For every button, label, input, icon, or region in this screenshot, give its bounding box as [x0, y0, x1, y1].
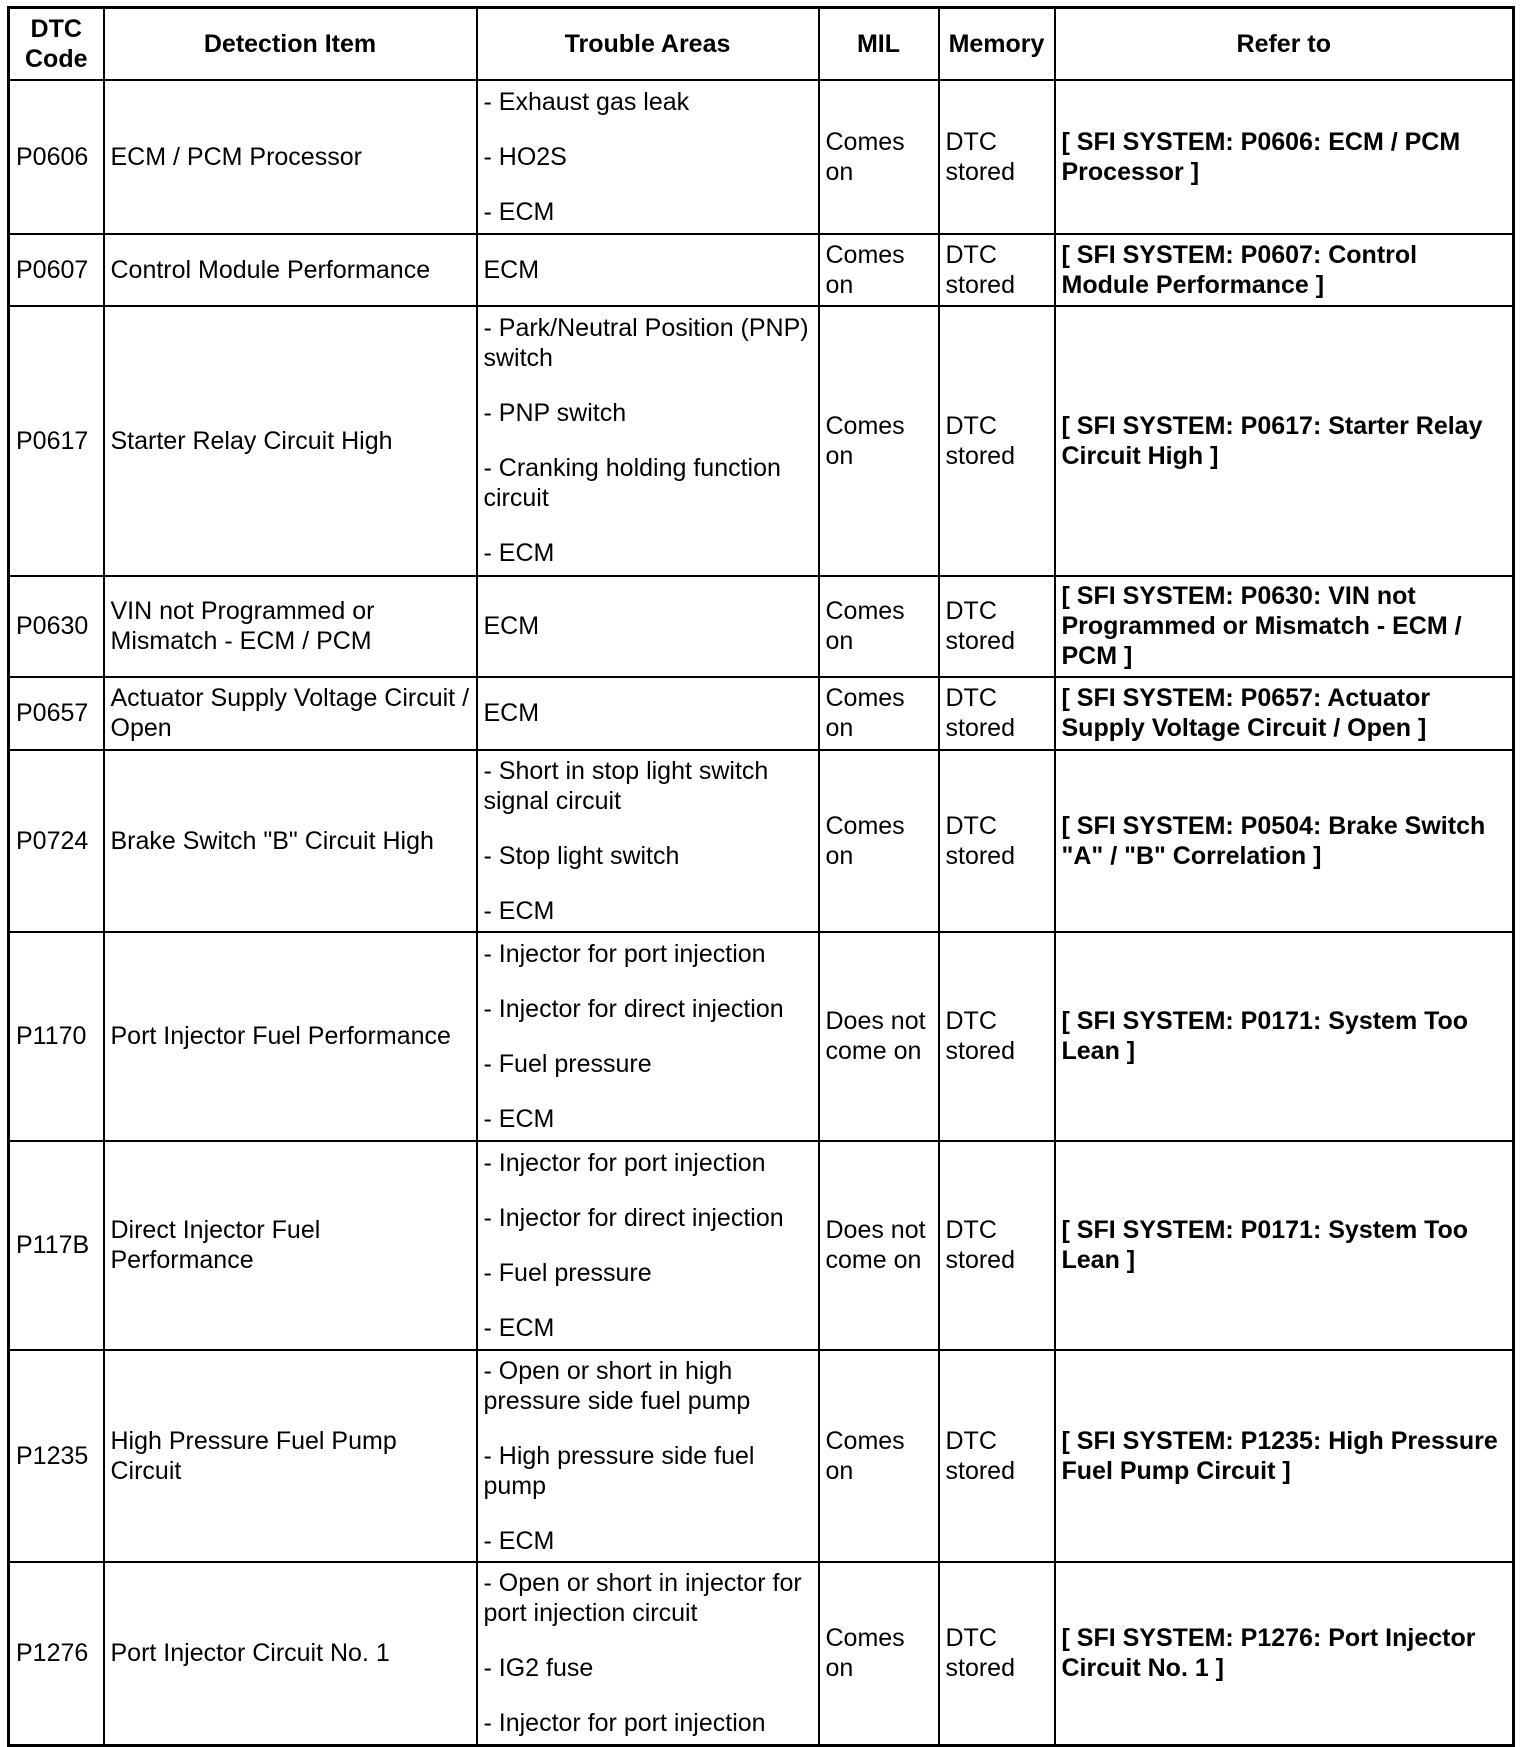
trouble-area-item: - Open or short in high pressure side fuel pump: [483, 1356, 751, 1415]
trouble-area-item: - Park/Neutral Position (PNP) switch: [483, 314, 809, 372]
dtc-table: [7, 6, 1515, 1747]
table-row: [9, 1141, 1514, 1350]
table-row: [9, 234, 1514, 306]
mil-cell: Comes on: [819, 234, 939, 306]
mil-cell: Comes on: [819, 1562, 939, 1746]
memory-cell: DTC stored: [939, 1141, 1055, 1350]
mil-cell: Does not come on: [819, 1141, 939, 1350]
mil-cell: Does not come on: [819, 932, 939, 1141]
table-body: [9, 80, 1514, 1746]
detection-item-cell: Direct Injector Fuel Performance: [104, 1141, 477, 1350]
refer-to-cell: [ SFI SYSTEM: P0504: Brake Switch "A" / "B" Correlation ]: [1055, 750, 1514, 932]
trouble-area-item: - High pressure side fuel pump: [483, 1441, 755, 1500]
trouble-areas-cell: [477, 576, 819, 677]
header-memory: Memory: [939, 8, 1055, 80]
trouble-area-item: - Injector for port injection: [483, 939, 766, 968]
header-detection-item: Detection Item: [104, 8, 477, 80]
trouble-area-item: - HO2S: [483, 142, 567, 171]
refer-to-cell: [ SFI SYSTEM: P0607: Control Module Performance ]: [1055, 234, 1514, 306]
trouble-areas-cell: [477, 1562, 819, 1746]
trouble-area-item: - ECM: [483, 1526, 555, 1555]
trouble-area-item: - Injector for port injection: [483, 1148, 766, 1177]
trouble-areas-cell: [477, 234, 819, 306]
detection-item-cell: VIN not Programmed or Mismatch - ECM / PCM: [104, 576, 477, 677]
memory-cell: DTC stored: [939, 80, 1055, 234]
trouble-area-item: - Short in stop light switch signal circuit: [483, 756, 769, 815]
trouble-areas-cell: [477, 750, 819, 932]
detection-item-cell: Port Injector Circuit No. 1: [104, 1562, 477, 1746]
header-row: [9, 8, 1514, 80]
table-row: [9, 576, 1514, 677]
memory-cell: DTC stored: [939, 750, 1055, 932]
trouble-area-item: - ECM: [483, 1313, 555, 1342]
detection-item-cell: Brake Switch "B" Circuit High: [104, 750, 477, 932]
dtc-code-cell: P0724: [9, 750, 104, 932]
trouble-area-item: - Fuel pressure: [483, 1049, 652, 1078]
header-dtc-code: DTC Code: [9, 8, 104, 80]
memory-cell: DTC stored: [939, 576, 1055, 677]
refer-to-cell: [ SFI SYSTEM: P0171: System Too Lean ]: [1055, 932, 1514, 1141]
trouble-area-item: - Injector for port injection: [483, 1709, 766, 1738]
trouble-area-item: - ECM: [483, 539, 555, 567]
refer-to-cell: [ SFI SYSTEM: P0657: Actuator Supply Voltage Circuit / Open ]: [1055, 677, 1514, 750]
mil-cell: Comes on: [819, 576, 939, 677]
trouble-area-item: ECM: [483, 255, 540, 284]
table-row: [9, 677, 1514, 750]
dtc-code-cell: P0607: [9, 234, 104, 306]
dtc-code-cell: P1276: [9, 1562, 104, 1746]
trouble-areas-cell: [477, 306, 819, 576]
table-row: [9, 1350, 1514, 1562]
memory-cell: DTC stored: [939, 932, 1055, 1141]
dtc-code-cell: P0630: [9, 576, 104, 677]
trouble-area-item: - IG2 fuse: [483, 1654, 594, 1683]
refer-to-cell: [ SFI SYSTEM: P0630: VIN not Programmed or Mismatch - ECM / PCM ]: [1055, 576, 1514, 677]
refer-to-cell: [ SFI SYSTEM: P1235: High Pressure Fuel Pump Circuit ]: [1055, 1350, 1514, 1562]
trouble-area-item: - Stop light switch: [483, 841, 680, 870]
table-row: [9, 1562, 1514, 1746]
refer-to-cell: [ SFI SYSTEM: P0617: Starter Relay Circuit High ]: [1055, 306, 1514, 576]
header-trouble-areas: Trouble Areas: [477, 8, 819, 80]
memory-cell: DTC stored: [939, 306, 1055, 576]
dtc-code-cell: P117B: [9, 1141, 104, 1350]
detection-item-cell: ECM / PCM Processor: [104, 80, 477, 234]
table-row: [9, 80, 1514, 234]
mil-cell: Comes on: [819, 1350, 939, 1562]
trouble-area-item: - Cranking holding function circuit: [483, 454, 781, 512]
memory-cell: DTC stored: [939, 1350, 1055, 1562]
trouble-area-item: - Injector for direct injection: [483, 1203, 784, 1232]
dtc-code-cell: P0606: [9, 80, 104, 234]
refer-to-cell: [ SFI SYSTEM: P1276: Port Injector Circuit No. 1 ]: [1055, 1562, 1514, 1746]
dtc-code-cell: P1170: [9, 932, 104, 1141]
mil-cell: Comes on: [819, 306, 939, 576]
trouble-area-item: ECM: [483, 612, 540, 640]
mil-cell: Comes on: [819, 677, 939, 750]
trouble-areas-cell: [477, 1141, 819, 1350]
header-refer-to: Refer to: [1055, 8, 1514, 80]
trouble-areas-cell: [477, 677, 819, 750]
dtc-code-cell: P0617: [9, 306, 104, 576]
trouble-area-item: - PNP switch: [483, 399, 627, 427]
detection-item-cell: High Pressure Fuel Pump Circuit: [104, 1350, 477, 1562]
detection-item-cell: Port Injector Fuel Performance: [104, 932, 477, 1141]
memory-cell: DTC stored: [939, 234, 1055, 306]
trouble-area-item: - ECM: [483, 197, 555, 226]
refer-to-cell: [ SFI SYSTEM: P0171: System Too Lean ]: [1055, 1141, 1514, 1350]
mil-cell: Comes on: [819, 80, 939, 234]
mil-cell: Comes on: [819, 750, 939, 932]
memory-cell: DTC stored: [939, 677, 1055, 750]
table-row: [9, 306, 1514, 576]
trouble-areas-cell: [477, 1350, 819, 1562]
dtc-code-cell: P0657: [9, 677, 104, 750]
detection-item-cell: Control Module Performance: [104, 234, 477, 306]
trouble-area-item: - ECM: [483, 896, 555, 925]
trouble-area-item: - ECM: [483, 1104, 555, 1133]
trouble-areas-cell: [477, 932, 819, 1141]
refer-to-cell: [ SFI SYSTEM: P0606: ECM / PCM Processor ]: [1055, 80, 1514, 234]
detection-item-cell: Actuator Supply Voltage Circuit / Open: [104, 677, 477, 750]
table-row: [9, 932, 1514, 1141]
memory-cell: DTC stored: [939, 1562, 1055, 1746]
header-mil: MIL: [819, 8, 939, 80]
trouble-area-item: - Exhaust gas leak: [483, 87, 690, 116]
trouble-area-item: - Open or short in injector for port injection circuit: [483, 1569, 802, 1628]
dtc-code-cell: P1235: [9, 1350, 104, 1562]
table-row: [9, 750, 1514, 932]
trouble-areas-cell: [477, 80, 819, 234]
trouble-area-item: - Injector for direct injection: [483, 994, 784, 1023]
trouble-area-item: ECM: [483, 699, 540, 727]
trouble-area-item: - Fuel pressure: [483, 1258, 652, 1287]
detection-item-cell: Starter Relay Circuit High: [104, 306, 477, 576]
